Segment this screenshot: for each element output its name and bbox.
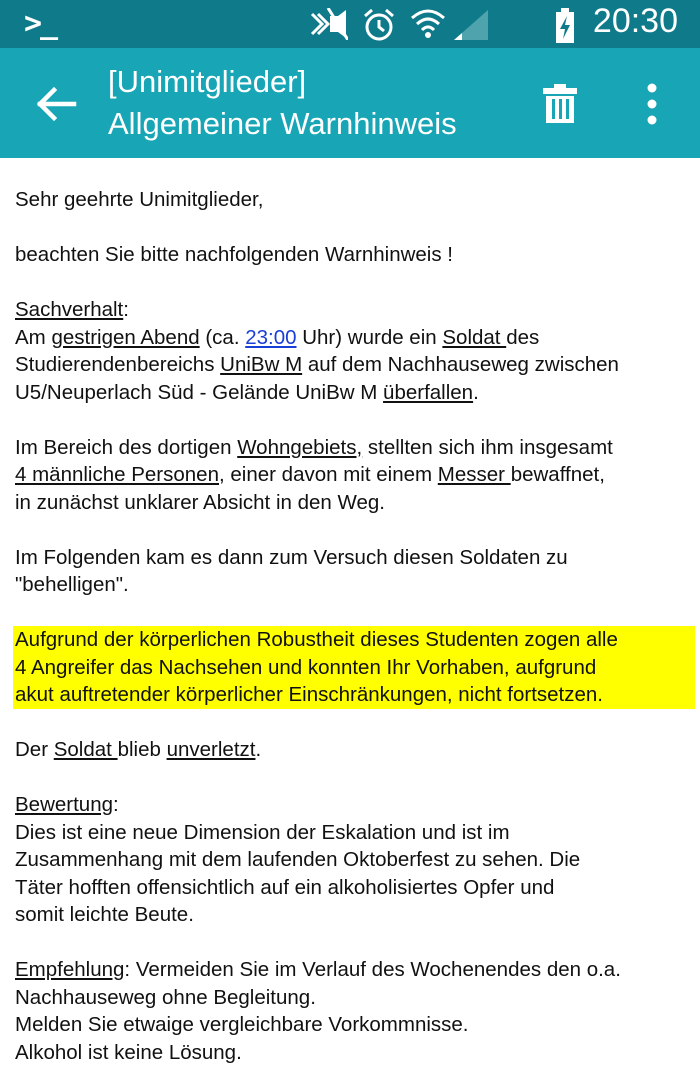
underlined-text: gestrigen Abend	[51, 326, 199, 349]
greeting: Sehr geehrte Unimitglieder,	[15, 186, 687, 214]
empfehlung-line-1: Empfehlung: Vermeiden Sie im Verlauf des Wochenendes den o.a.	[15, 956, 687, 984]
highlight-line-1: Aufgrund der körperlichen Robustheit dieses Studenten zogen alle	[15, 626, 695, 654]
bewertung-line-2: Zusammenhang mit dem laufenden Oktoberfest zu sehen. Die	[15, 846, 687, 874]
app-bar	[0, 48, 700, 158]
folgenden-line-2: "behelligen".	[15, 571, 687, 599]
bewertung-heading: Bewertung:	[15, 791, 687, 819]
empfehlung-line-4: Alkohol ist keine Lösung.	[15, 1039, 687, 1066]
message-body	[15, 186, 687, 1066]
underlined-text: überfallen	[383, 381, 473, 404]
bewertung-line-1: Dies ist eine neue Dimension der Eskalation und ist im	[15, 819, 687, 847]
bewertung-label: Bewertung	[15, 793, 113, 816]
underlined-text: Soldat	[54, 738, 118, 761]
mail-subject-tag: [Unimitglieder]	[108, 64, 306, 100]
empfehlung-label: Empfehlung	[15, 958, 124, 981]
sachverhalt-heading: Sachverhalt:	[15, 296, 687, 324]
overflow-menu-icon[interactable]	[640, 82, 664, 126]
unverletzt-line: Der Soldat blieb unverletzt.	[15, 736, 687, 764]
underlined-text: Wohngebiets,	[237, 436, 362, 459]
underlined-text: 4 männliche Personen	[15, 463, 219, 486]
sachverhalt-line-2: Studierendenbereichs UniBw M auf dem Nachhauseweg zwischen	[15, 351, 687, 379]
bereich-line-3: in zunächst unklarer Absicht in den Weg.	[15, 489, 687, 517]
bereich-line-2: 4 männliche Personen, einer davon mit einem Messer bewaffnet,	[15, 461, 687, 489]
sachverhalt-label: Sachverhalt	[15, 298, 123, 321]
bewertung-line-3: Täter hofften offensichtlich auf ein alkoholisiertes Opfer und	[15, 874, 687, 902]
highlight-line-3: akut auftretender körperlicher Einschränkungen, nicht fortsetzen.	[15, 681, 695, 709]
empfehlung-line-2: Nachhauseweg ohne Begleitung.	[15, 984, 687, 1012]
signal-icon	[452, 8, 490, 42]
underlined-text: Soldat	[442, 326, 506, 349]
nfc-icon	[308, 8, 348, 40]
underlined-text: Messer	[438, 463, 511, 486]
empfehlung-line-3: Melden Sie etwaige vergleichbare Vorkommnisse.	[15, 1011, 687, 1039]
back-arrow-icon[interactable]	[34, 82, 78, 126]
mail-subject-title: Allgemeiner Warnhinweis	[108, 106, 457, 142]
folgenden-line-1: Im Folgenden kam es dann zum Versuch diesen Soldaten zu	[15, 544, 687, 572]
highlighted-paragraph	[13, 626, 695, 709]
underlined-text: unverletzt	[167, 738, 256, 761]
underlined-text: UniBw M	[220, 353, 302, 376]
time-link[interactable]: 23:00	[245, 326, 296, 349]
intro: beachten Sie bitte nachfolgenden Warnhinweis !	[15, 241, 687, 269]
alarm-icon	[362, 8, 396, 42]
highlight-line-2: 4 Angreifer das Nachsehen und konnten Ihr Vorhaben, aufgrund	[15, 654, 695, 682]
bereich-line-1: Im Bereich des dortigen Wohngebiets, stellten sich ihm insgesamt	[15, 434, 687, 462]
sachverhalt-line-1: Am gestrigen Abend (ca. 23:00 Uhr) wurde ein Soldat des	[15, 324, 687, 352]
delete-icon[interactable]	[540, 84, 580, 124]
battery-charging-icon	[554, 8, 576, 44]
status-time: 20:30	[593, 2, 678, 41]
terminal-notification-icon: >_	[24, 6, 56, 41]
bewertung-line-4: somit leichte Beute.	[15, 901, 687, 929]
wifi-icon	[410, 8, 446, 42]
sachverhalt-line-3: U5/Neuperlach Süd - Gelände UniBw M überfallen.	[15, 379, 687, 407]
status-bar	[0, 0, 700, 48]
